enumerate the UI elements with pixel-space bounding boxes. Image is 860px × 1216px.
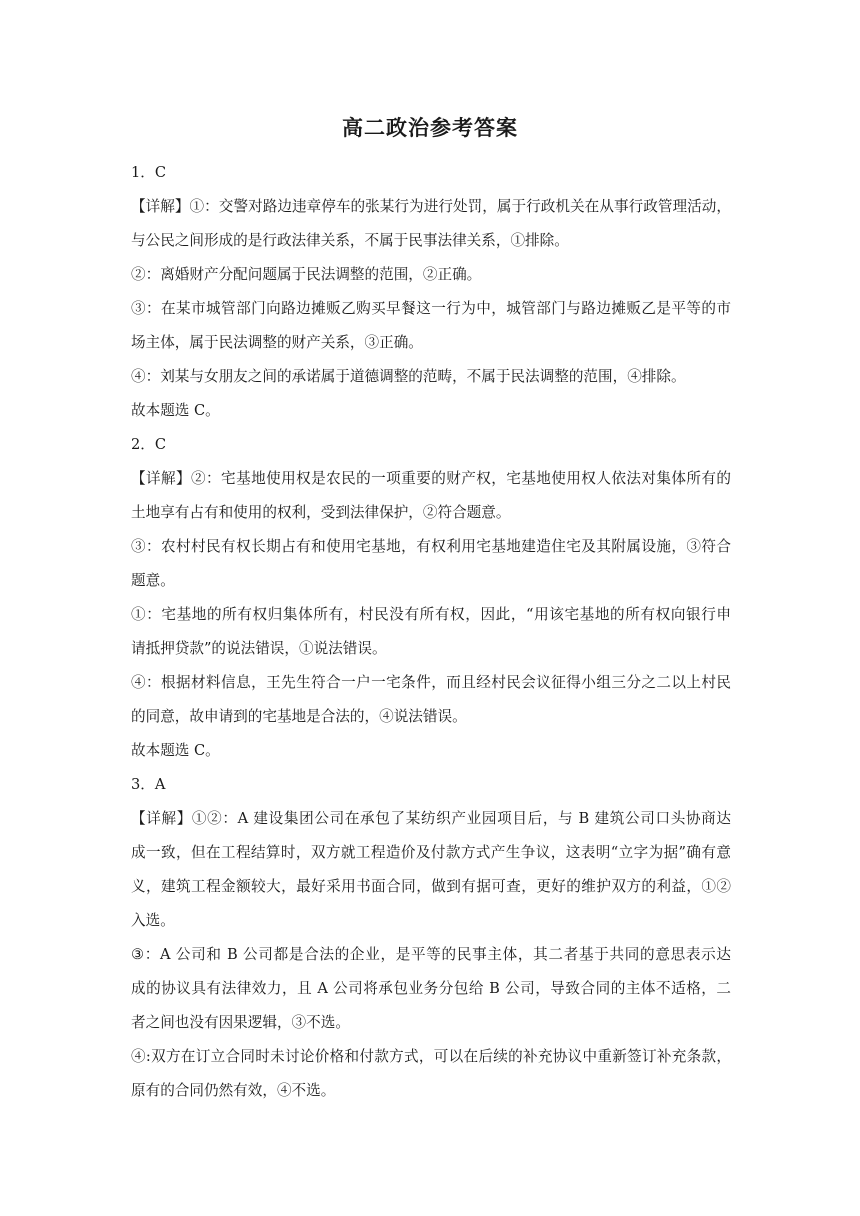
text-line: 题意。 <box>131 572 175 589</box>
text-line: 的同意，故申请到的宅基地是合法的，④说法错误。 <box>131 708 467 725</box>
text-line: 请抵押贷款”的说法错误，①说法错误。 <box>131 640 387 657</box>
text-line: ④:双方在订立合同时未讨论价格和付款方式，可以在后续的补充协议中重新签订补充条款， <box>131 1048 731 1065</box>
document-title: 高二政治参考答案 <box>342 115 518 140</box>
text-line: 原有的合同仍然有效，④不选。 <box>131 1082 336 1099</box>
text-line: ②：离婚财产分配问题属于民法调整的范围，②正确。 <box>131 266 482 283</box>
text-line: ③：在某市城管部门向路边摊贩乙购买早餐这一行为中，城管部门与路边摊贩乙是平等的市 <box>131 300 731 317</box>
text-line: ④：根据材料信息，王先生符合一户一宅条件，而且经村民会议征得小组三分之二以上村民 <box>131 674 731 691</box>
answer-number: 2．C <box>131 436 167 453</box>
text-line: ④：刘某与女朋友之间的承诺属于道德调整的范畴，不属于民法调整的范围，④排除。 <box>131 368 686 385</box>
text-line: ③：农村村民有权长期占有和使用宅基地，有权利用宅基地建造住宅及其附属设施，③符合 <box>131 538 731 555</box>
text-line: 故本题选 C。 <box>131 402 220 419</box>
text-line: 故本题选 C。 <box>131 742 220 759</box>
text-line: 土地享有占有和使用的权利，受到法律保护，②符合题意。 <box>131 504 511 521</box>
text-line: ①：宅基地的所有权归集体所有，村民没有所有权，因此，“用该宅基地的所有权向银行申 <box>131 606 731 623</box>
text-line: 义，建筑工程金额较大，最好采用书面合同，做到有据可查，更好的维护双方的利益，①② <box>131 878 731 895</box>
text-line: 场主体，属于民法调整的财产关系，③正确。 <box>131 334 423 351</box>
answer-number: 1．C <box>131 164 167 181</box>
text-line: 【详解】②：宅基地使用权是农民的一项重要的财产权，宅基地使用权人依法对集体所有的 <box>131 470 731 487</box>
text-line: 成一致，但在工程结算时，双方就工程造价及付款方式产生争议，这表明“立字为据”确有意 <box>131 844 731 861</box>
text-line: 入选。 <box>131 912 175 929</box>
text-line: 者之间也没有因果逻辑，③不选。 <box>131 1014 350 1031</box>
text-line: ③：A 公司和 B 公司都是合法的企业，是平等的民事主体，其二者基于共同的意思表示达 <box>131 946 731 963</box>
document-body <box>131 156 731 1108</box>
text-line: 【详解】①②：A 建设集团公司在承包了某纺织产业园项目后，与 B 建筑公司口头协商达 <box>131 810 731 827</box>
text-line: 【详解】①：交警对路边违章停车的张某行为进行处罚，属于行政机关在从事行政管理活动， <box>131 198 731 215</box>
text-line: 与公民之间形成的是行政法律关系，不属于民事法律关系，①排除。 <box>131 232 569 249</box>
answer-number: 3．A <box>131 776 166 793</box>
text-line: 成的协议具有法律效力，且 A 公司将承包业务分包给 B 公司，导致合同的主体不适格，二 <box>131 980 731 997</box>
